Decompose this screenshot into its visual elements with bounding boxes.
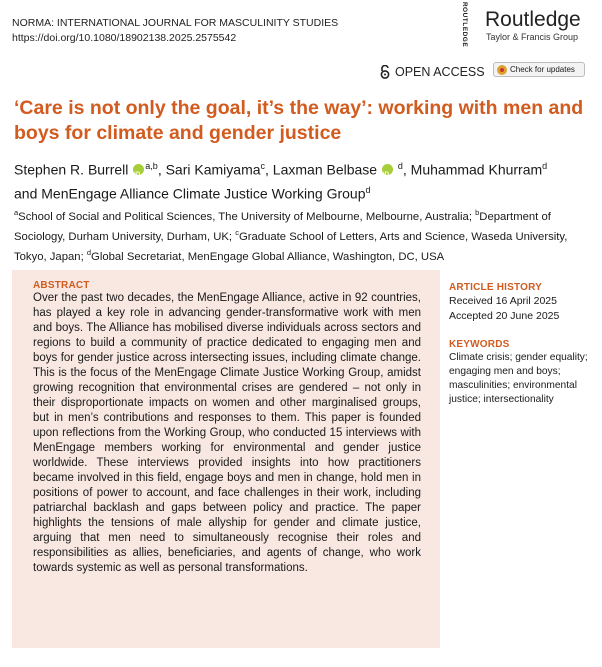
open-access-badge xyxy=(379,65,485,79)
article-title: ‘Care is not only the goal, it’s the way’: working with men and boys for climate and gender justice xyxy=(14,97,584,144)
doi-link[interactable]: https://doi.org/10.1080/18902138.2025.2575542 xyxy=(12,32,237,44)
affiliations xyxy=(14,205,594,264)
affil-sup: b xyxy=(475,208,480,217)
keywords: Climate crisis; gender equality; engaging men and boys; masculinities; environmental justice; intersectionality xyxy=(449,352,588,405)
accepted-date: Accepted 20 June 2025 xyxy=(449,310,560,322)
author-name: Muhammad Khurram xyxy=(410,161,543,178)
affiliation: School of Social and Political Sciences, The University of Melbourne, Melbourne, Australia; xyxy=(18,210,472,223)
author-name: Laxman Belbase xyxy=(272,161,378,178)
article-sidebar xyxy=(449,282,594,407)
affiliation: Graduate School of Letters, Arts and Science, Waseda University, Tokyo, Japan; xyxy=(14,230,568,263)
author-name: MenEngage Alliance Climate Justice Working Group xyxy=(41,185,366,202)
orcid-icon[interactable] xyxy=(133,164,144,175)
journal-header xyxy=(12,16,338,46)
abstract-text: Over the past two decades, the MenEngage Alliance, active in 92 countries, has played a key role in advancing gender-transformative work with men and boys. The Alliance has mobilised diverse individuals across sectors and regions to build a community of practice dedicated to engaging men and boys for gender justice across intersecting issues, including climate change. This is the focus of the MenEngage Climate Justice Working Group, amidst growing recognition that environmental crises are gendered – not only in their disproportionate impacts on women and other marginalised groups, but in men’s contributions and responses to them. This paper is founded upon reflections from the Working Group, who conducted 15 interviews with MenEngage members working for environmental and gender justice worldwide. These interviews provided insights into how practitioners became involved in this field, engage boys and men in change, hold men in positions of power to account, and face challenges in their work, including patriarchal backlash and gaps between policy and practice. The paper highlights the tensions of male allyship for gender and climate justice, arguing that men need to simultaneously recognise their roles and responsibilities as allies, beneficiaries, and agents of change, who work towards systemic as well as personal transformations. xyxy=(33,292,421,574)
journal-name: NORMA: INTERNATIONAL JOURNAL FOR MASCULINITY STUDIES xyxy=(12,17,339,29)
affiliation: Department of Sociology, Durham University, Durham, UK; xyxy=(14,210,551,243)
publisher-logo[interactable] xyxy=(452,1,602,47)
author-sup: a,b xyxy=(145,161,158,171)
affiliation: Global Secretariat, MenEngage Global Alliance, Washington, DC, USA xyxy=(91,250,445,263)
abstract-box xyxy=(12,270,440,648)
author-list: Stephen R. Burrell iD $^{a,b}$, Sari Kamiyama$^c$, Laxman Belbase iD $^d$, Muhammad Khurram$^d$ and MenEngage Alliance Climate Justice Working Group$^d$ xyxy=(14,156,594,203)
affil-sup: d xyxy=(86,247,92,257)
open-lock-icon xyxy=(379,65,391,79)
publisher-group: Taylor & Francis Group xyxy=(486,32,579,42)
keywords-label: KEYWORDS xyxy=(449,339,510,350)
check-updates-label: Check for updates xyxy=(510,65,575,74)
crossmark-icon xyxy=(497,65,507,75)
author-sup: d xyxy=(542,161,548,171)
article-history-label: ARTICLE HISTORY xyxy=(449,282,543,293)
orcid-icon[interactable] xyxy=(382,164,393,175)
affil-sup: a xyxy=(14,208,19,217)
author-sup: c xyxy=(260,161,266,171)
author-name: Stephen R. Burrell xyxy=(14,161,129,178)
open-access-label: OPEN ACCESS xyxy=(395,65,485,79)
received-date: Received 16 April 2025 xyxy=(449,295,557,307)
routledge-mark-icon: ROUTLEDGE xyxy=(461,1,469,47)
author-sup: d xyxy=(365,184,371,195)
author-sup: d xyxy=(397,161,403,171)
author-name: Sari Kamiyama xyxy=(165,161,261,178)
affil-sup: c xyxy=(235,227,239,237)
publisher-name: Routledge xyxy=(485,8,581,31)
abstract-label: ABSTRACT xyxy=(33,280,90,291)
check-for-updates-button[interactable] xyxy=(493,62,585,77)
